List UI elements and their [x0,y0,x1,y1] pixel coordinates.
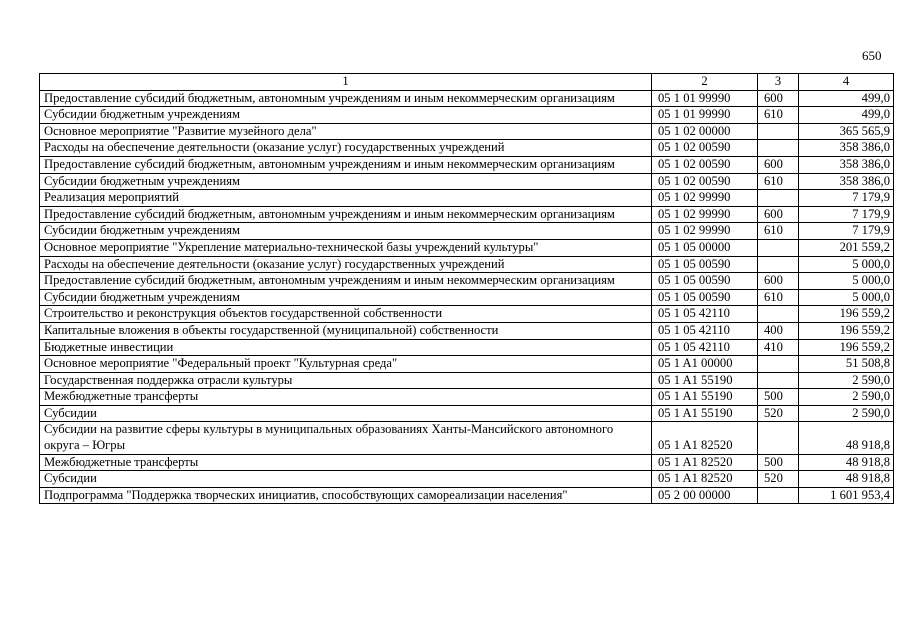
row-sum: 51 508,8 [799,356,894,373]
row-code: 05 1 A1 00000 [652,356,758,373]
row-code: 05 1 A1 82520 [652,454,758,471]
row-sum: 5 000,0 [799,289,894,306]
row-sum: 5 000,0 [799,256,894,273]
row-type [758,239,799,256]
row-type [758,372,799,389]
row-sum: 196 559,2 [799,339,894,356]
row-sum: 499,0 [799,107,894,124]
row-name: Предоставление субсидий бюджетным, автономным учреждениям и иным некоммерческим организациям [40,156,652,173]
table-header-row [40,74,894,91]
row-sum: 499,0 [799,90,894,107]
row-code: 05 2 00 00000 [652,487,758,504]
row-type: 600 [758,156,799,173]
row-type [758,306,799,323]
row-sum: 2 590,0 [799,372,894,389]
table-row [40,90,894,107]
row-code: 05 1 02 99990 [652,206,758,223]
column-header-name: 1 [40,74,652,91]
table-row [40,156,894,173]
table-row [40,487,894,504]
row-type: 400 [758,322,799,339]
row-sum: 7 179,9 [799,190,894,207]
table-row [40,405,894,422]
table-row [40,471,894,488]
row-name: Субсидии на развитие сферы культуры в муниципальных образованиях Ханты-Мансийского автономного округа – Югры [40,422,652,454]
table-row [40,339,894,356]
row-name: Предоставление субсидий бюджетным, автономным учреждениям и иным некоммерческим организациям [40,206,652,223]
table-row [40,372,894,389]
row-code: 05 1 05 00590 [652,289,758,306]
row-code: 05 1 01 99990 [652,107,758,124]
row-code: 05 1 02 00590 [652,156,758,173]
table-row [40,422,894,454]
row-type: 600 [758,206,799,223]
row-name: Расходы на обеспечение деятельности (оказание услуг) государственных учреждений [40,140,652,157]
row-sum: 7 179,9 [799,206,894,223]
table-row [40,273,894,290]
row-sum: 7 179,9 [799,223,894,240]
table-row [40,322,894,339]
table-row [40,206,894,223]
row-name: Межбюджетные трансферты [40,389,652,406]
row-code: 05 1 01 99990 [652,90,758,107]
row-sum: 48 918,8 [799,471,894,488]
row-code: 05 1 02 00000 [652,123,758,140]
budget-table [39,73,894,504]
row-type: 610 [758,173,799,190]
row-sum: 48 918,8 [799,454,894,471]
row-sum: 196 559,2 [799,322,894,339]
row-code: 05 1 A1 82520 [652,422,758,454]
row-name: Предоставление субсидий бюджетным, автономным учреждениям и иным некоммерческим организациям [40,90,652,107]
row-name: Основное мероприятие "Укрепление материально-технической базы учреждений культуры" [40,239,652,256]
row-type: 610 [758,289,799,306]
table-row [40,140,894,157]
row-type: 600 [758,273,799,290]
row-code: 05 1 05 42110 [652,322,758,339]
row-name: Субсидии бюджетным учреждениям [40,107,652,124]
table-row [40,123,894,140]
row-sum: 358 386,0 [799,156,894,173]
row-name: Расходы на обеспечение деятельности (оказание услуг) государственных учреждений [40,256,652,273]
row-name: Межбюджетные трансферты [40,454,652,471]
row-code: 05 1 05 00590 [652,256,758,273]
row-type [758,487,799,504]
column-header-code: 2 [652,74,758,91]
page-number: 650 [862,48,882,63]
row-name: Государственная поддержка отрасли культуры [40,372,652,389]
table-row [40,190,894,207]
row-sum: 2 590,0 [799,405,894,422]
row-code: 05 1 05 42110 [652,339,758,356]
column-header-sum: 4 [799,74,894,91]
table-row [40,223,894,240]
row-sum: 5 000,0 [799,273,894,290]
table-row [40,239,894,256]
row-type: 600 [758,90,799,107]
row-type: 410 [758,339,799,356]
row-name: Субсидии [40,405,652,422]
row-sum: 2 590,0 [799,389,894,406]
row-name: Строительство и реконструкция объектов государственной собственности [40,306,652,323]
row-type [758,190,799,207]
table-row [40,289,894,306]
row-code: 05 1 05 00000 [652,239,758,256]
row-name: Субсидии бюджетным учреждениям [40,173,652,190]
row-code: 05 1 05 42110 [652,306,758,323]
row-type: 610 [758,223,799,240]
row-code: 05 1 A1 55190 [652,389,758,406]
row-type: 610 [758,107,799,124]
row-name: Капитальные вложения в объекты государственной (муниципальной) собственности [40,322,652,339]
row-name: Предоставление субсидий бюджетным, автономным учреждениям и иным некоммерческим организациям [40,273,652,290]
row-type: 520 [758,471,799,488]
row-sum: 358 386,0 [799,173,894,190]
row-name: Основное мероприятие "Федеральный проект "Культурная среда" [40,356,652,373]
row-name: Субсидии бюджетным учреждениям [40,223,652,240]
row-code: 05 1 02 99990 [652,223,758,240]
row-type [758,123,799,140]
row-name: Субсидии бюджетным учреждениям [40,289,652,306]
row-code: 05 1 02 99990 [652,190,758,207]
table-row [40,256,894,273]
row-code: 05 1 05 00590 [652,273,758,290]
row-code: 05 1 A1 82520 [652,471,758,488]
row-code: 05 1 02 00590 [652,140,758,157]
row-name: Бюджетные инвестиции [40,339,652,356]
row-code: 05 1 A1 55190 [652,372,758,389]
row-code: 05 1 A1 55190 [652,405,758,422]
row-type: 500 [758,389,799,406]
row-type [758,356,799,373]
row-type [758,140,799,157]
table-row [40,107,894,124]
column-header-type: 3 [758,74,799,91]
row-type: 520 [758,405,799,422]
row-type [758,256,799,273]
row-name: Субсидии [40,471,652,488]
row-name: Подпрограмма "Поддержка творческих инициатив, способствующих самореализации населения" [40,487,652,504]
table-row [40,389,894,406]
row-sum: 1 601 953,4 [799,487,894,504]
row-name: Основное мероприятие "Развитие музейного дела" [40,123,652,140]
table-row [40,356,894,373]
table-row [40,454,894,471]
row-type [758,422,799,454]
table-row [40,173,894,190]
row-type: 500 [758,454,799,471]
row-name: Реализация мероприятий [40,190,652,207]
row-sum: 196 559,2 [799,306,894,323]
row-sum: 201 559,2 [799,239,894,256]
row-code: 05 1 02 00590 [652,173,758,190]
row-sum: 48 918,8 [799,422,894,454]
table-row [40,306,894,323]
row-sum: 365 565,9 [799,123,894,140]
row-sum: 358 386,0 [799,140,894,157]
